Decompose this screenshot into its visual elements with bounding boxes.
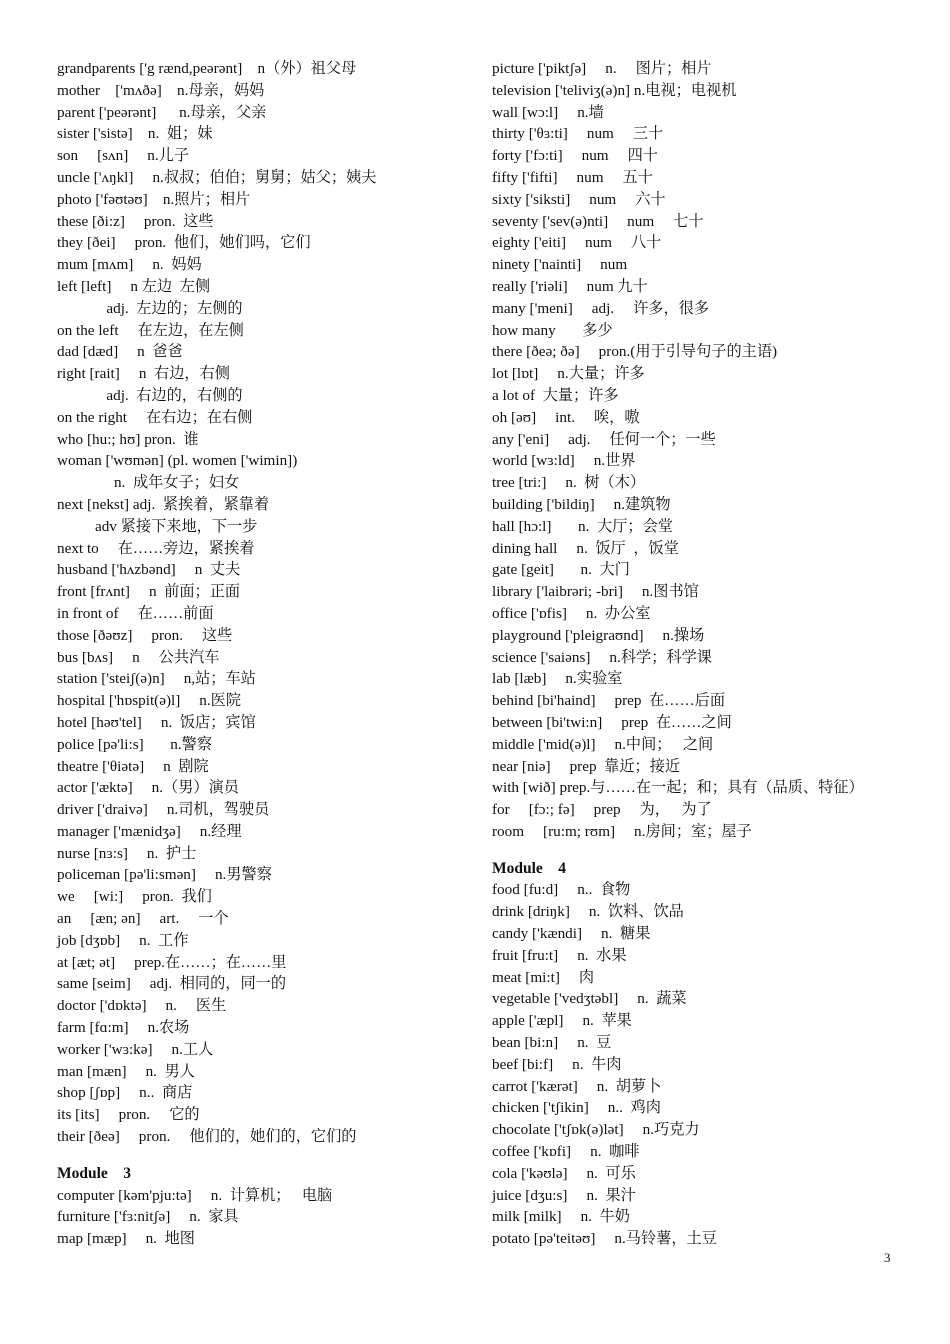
vocab-entry: nurse [nɜ:s] n. 护士 — [57, 844, 197, 862]
vocab-entry: bean [bi:n] n. 豆 — [492, 1034, 612, 1052]
vocab-entry: woman ['wʊmən] (pl. women ['wimin]) — [57, 452, 298, 470]
vocab-entry: building ['bildiŋ] n.建筑物 — [492, 495, 671, 513]
vocab-entry: lot [lɒt] n.大量；许多 — [492, 365, 645, 383]
right-column — [492, 58, 932, 1250]
vocab-entry: fruit [fru:t] n. 水果 — [492, 946, 627, 964]
vocab-entry: who [hu:; hʊ] pron. 谁 — [57, 430, 199, 448]
vocab-entry: right [rait] n 右边，右侧 — [57, 365, 230, 383]
vocab-entry: in front of 在……前面 — [57, 604, 214, 622]
vocab-entry: n. 成年女子；妇女 — [57, 474, 240, 492]
vocab-entry: hotel [həʊ'tel] n. 饭店；宾馆 — [57, 713, 256, 731]
vocab-entry: next [nekst] adj. 紧挨着，紧靠着 — [57, 495, 270, 513]
vocab-entry: coffee ['kɒfi] n. 咖啡 — [492, 1143, 640, 1161]
vocab-entry: forty ['fɔ:ti] num 四十 — [492, 147, 658, 165]
vocab-entry: seventy ['sev(ə)nti] num 七十 — [492, 212, 704, 230]
vocab-entry: bus [bʌs] n 公共汽车 — [57, 648, 220, 666]
vocab-entry: potato [pə'teitəʊ] n.马铃薯，土豆 — [492, 1230, 717, 1248]
vocab-entry: parent ['peərənt] n.母亲，父亲 — [57, 103, 267, 121]
vocab-entry: hall [hɔ:l] n. 大厅；会堂 — [492, 517, 673, 535]
vocab-entry: carrot ['kærət] n. 胡萝卜 — [492, 1077, 662, 1095]
vocab-entry: on the right 在右边；在右侧 — [57, 408, 253, 426]
vocab-entry: shop [ʃɒp] n.. 商店 — [57, 1084, 193, 1102]
vocab-entry: at [æt; ət] prep.在……；在……里 — [57, 953, 287, 971]
vocab-entry: sister ['sistə] n. 姐；妹 — [57, 125, 213, 143]
vocab-entry: room [ru:m; rʊm] n.房间；室；屋子 — [492, 822, 752, 840]
vocab-entry: near [niə] prep 靠近；接近 — [492, 757, 681, 775]
vocab-entry: science ['saiəns] n.科学；科学课 — [492, 648, 712, 666]
vocab-entry: office ['ɒfis] n. 办公室 — [492, 604, 651, 622]
vocab-entry: for [fɔ:; fə] prep 为， 为了 — [492, 801, 712, 819]
vocab-entry: vegetable ['vedʒtəbl] n. 蔬菜 — [492, 990, 687, 1008]
vocab-entry: theatre ['θiətə] n 剧院 — [57, 757, 209, 775]
vocab-entry: man [mæn] n. 男人 — [57, 1062, 195, 1080]
vocab-entry: candy ['kændi] n. 糖果 — [492, 925, 651, 943]
vocab-entry: thirty ['θɜ:ti] num 三十 — [492, 125, 664, 143]
vocab-entry: wall [wɔ:l] n.墙 — [492, 103, 604, 121]
vocab-entry: television ['teliviʒ(ə)n] n.电视；电视机 — [492, 81, 737, 99]
vocab-entry: adj. 左边的；左侧的 — [57, 299, 243, 317]
vocab-entry: they [ðei] pron. 他们，她们吗，它们 — [57, 234, 311, 252]
vocab-entry: front [frʌnt] n 前面；正面 — [57, 583, 241, 601]
vocab-entry: with [wið] prep.与……在一起；和；具有（品质、特征） — [492, 779, 864, 797]
spacer — [57, 1148, 477, 1163]
vocab-entry: meat [mi:t] 肉 — [492, 968, 595, 986]
vocab-entry: station ['steiʃ(ə)n] n,站；车站 — [57, 670, 256, 688]
vocab-entry: adj. 右边的，右侧的 — [57, 386, 243, 404]
vocab-entry: policeman [pə'li:smən] n.男警察 — [57, 866, 272, 884]
vocab-entry: cola ['kəʊlə] n. 可乐 — [492, 1164, 636, 1182]
vocab-entry: police [pə'li:s] n.警察 — [57, 735, 213, 753]
vocab-entry: doctor ['dɒktə] n. 医生 — [57, 997, 227, 1015]
vocab-entry: hospital ['hɒspit(ə)l] n.医院 — [57, 692, 242, 710]
vocab-entry: juice [dʒu:s] n. 果汁 — [492, 1186, 636, 1204]
vocab-entry: many ['meni] adj. 许多，很多 — [492, 299, 710, 317]
vocab-entry: photo ['fəʊtəʊ] n.照片；相片 — [57, 190, 251, 208]
left-column — [57, 58, 477, 1250]
vocab-entry: apple ['æpl] n. 苹果 — [492, 1012, 632, 1030]
vocab-entry: how many 多少 — [492, 321, 613, 339]
vocab-entry: grandparents ['g rænd,peərənt] n（外）祖父母 — [57, 60, 357, 77]
vocab-entry: playground ['pleigraʊnd] n.操场 — [492, 626, 705, 644]
vocab-entry: food [fu:d] n.. 食物 — [492, 881, 631, 899]
vocab-entry: oh [əʊ] int. 唉，嗷 — [492, 408, 640, 426]
vocab-entry: son [sʌn] n.儿子 — [57, 147, 190, 165]
vocab-entry: gate [geit] n. 大门 — [492, 561, 630, 579]
vocab-entry: fifty ['fifti] num 五十 — [492, 168, 653, 186]
vocab-entry: furniture ['fɜ:nitʃə] n. 家具 — [57, 1208, 239, 1226]
vocab-entry: uncle ['ʌŋkl] n.叔叔；伯伯；舅舅；姑父；姨夫 — [57, 168, 377, 186]
vocab-entry: middle ['mid(ə)l] n.中间； 之间 — [492, 735, 714, 753]
spacer — [492, 843, 932, 858]
vocab-entry: world [wɜ:ld] n.世界 — [492, 452, 636, 470]
vocab-entry: next to 在……旁边，紧挨着 — [57, 539, 255, 557]
vocab-entry: job [dʒɒb] n. 工作 — [57, 931, 189, 949]
vocab-entry: an [æn; ən] art. 一个 — [57, 910, 229, 928]
vocab-entry: driver ['draivə] n.司机，驾驶员 — [57, 801, 270, 819]
vocab-entry: same [seim] adj. 相同的，同一的 — [57, 975, 287, 993]
vocab-entry: lab [læb] n.实验室 — [492, 670, 623, 688]
vocab-entry: these [ði:z] pron. 这些 — [57, 212, 214, 230]
vocab-entry: there [ðeə; ðə] pron.(用于引导句子的主语) — [492, 343, 778, 361]
vocab-entry: dining hall n. 饭厅 ，饭堂 — [492, 539, 679, 557]
module-heading: Module 3 — [57, 1164, 132, 1182]
vocab-entry: dad [dæd] n 爸爸 — [57, 343, 183, 361]
vocab-entry: eighty ['eiti] num 八十 — [492, 234, 662, 252]
vocab-entry: map [mæp] n. 地图 — [57, 1230, 195, 1248]
vocab-entry: beef [bi:f] n. 牛肉 — [492, 1055, 622, 1073]
module-heading: Module 4 — [492, 859, 567, 877]
vocab-entry: their [ðeə] pron. 他们的，她们的，它们的 — [57, 1128, 357, 1146]
vocab-entry: behind [bi'haind] prep 在……后面 — [492, 692, 726, 710]
vocab-entry: really ['riəli] num 九十 — [492, 277, 648, 295]
vocab-entry: actor ['æktə] n.（男）演员 — [57, 779, 239, 797]
vocab-entry: a lot of 大量；许多 — [492, 386, 619, 404]
vocab-entry: those [ðəʊz] pron. 这些 — [57, 626, 233, 644]
vocab-entry: mum [mʌm] n. 妈妈 — [57, 256, 202, 274]
vocab-entry: chicken ['tʃikin] n.. 鸡肉 — [492, 1099, 661, 1117]
vocab-entry: on the left 在左边，在左侧 — [57, 321, 244, 339]
vocab-entry: worker ['wɜ:kə] n.工人 — [57, 1040, 214, 1058]
vocab-entry: any ['eni] adj. 任何一个；一些 — [492, 430, 716, 448]
vocab-entry: farm [fɑ:m] n.农场 — [57, 1019, 190, 1037]
vocab-entry: left [left] n 左边 左侧 — [57, 277, 211, 295]
page-number: 3 — [884, 1250, 891, 1265]
vocab-entry: manager ['mænidʒə] n.经理 — [57, 822, 242, 840]
vocab-entry: its [its] pron. 它的 — [57, 1106, 200, 1124]
vocab-entry: adv 紧接下来地，下一步 — [57, 517, 258, 535]
vocab-entry: computer [kəm'pju:tə] n. 计算机； 电脑 — [57, 1186, 333, 1204]
vocab-entry: sixty ['siksti] num 六十 — [492, 190, 666, 208]
vocab-entry: we [wi:] pron. 我们 — [57, 888, 212, 906]
vocab-entry: drink [driŋk] n. 饮料、饮品 — [492, 903, 684, 921]
vocab-entry: ninety ['nainti] num — [492, 256, 628, 274]
vocab-entry: milk [milk] n. 牛奶 — [492, 1208, 630, 1226]
vocab-entry: tree [tri:] n. 树（木） — [492, 474, 646, 492]
vocab-entry: mother ['mʌðə] n.母亲，妈妈 — [57, 81, 265, 99]
vocab-entry: husband ['hʌzbənd] n 丈夫 — [57, 561, 241, 579]
vocab-entry: chocolate ['tʃɒk(ə)lət] n.巧克力 — [492, 1121, 700, 1139]
vocab-entry: library ['laibrəri; -bri] n.图书馆 — [492, 583, 699, 601]
vocab-entry: between [bi'twi:n] prep 在……之间 — [492, 713, 732, 731]
vocab-entry: picture ['piktʃə] n. 图片；相片 — [492, 60, 712, 77]
